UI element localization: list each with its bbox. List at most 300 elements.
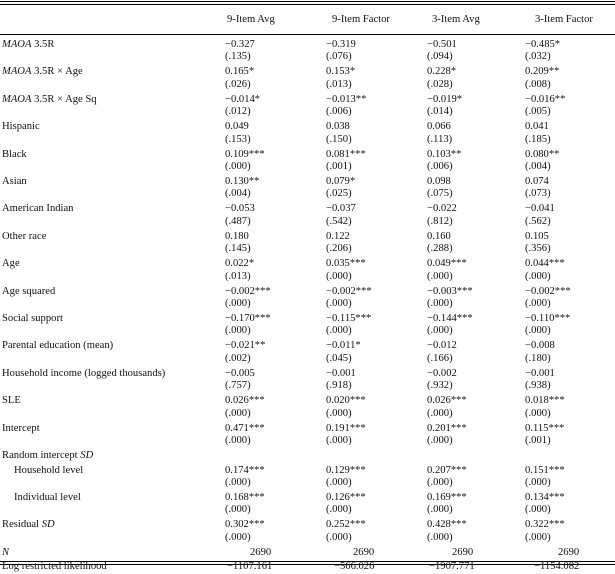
- estimate-cell: [522, 338, 615, 352]
- estimate-cell: [222, 393, 320, 407]
- std-error-cell: [320, 51, 421, 64]
- column-header-9-item-factor: 9-Item Factor: [332, 14, 390, 25]
- std-error-value: (.000): [427, 325, 453, 337]
- table-row-se: [0, 504, 615, 517]
- estimate-cell: [421, 229, 522, 243]
- std-error-cell: [522, 188, 615, 201]
- row-label: Other race: [2, 230, 47, 242]
- row-label: Intercept: [2, 422, 40, 434]
- std-error-cell: [421, 243, 522, 256]
- label-italic: SD: [80, 450, 94, 462]
- estimate-value: 0.252***: [326, 519, 366, 531]
- random-intercept-heading-row: [0, 448, 615, 462]
- std-error-value: (.026): [225, 78, 251, 90]
- std-error-value: (.166): [427, 352, 453, 364]
- row-label: [0, 92, 222, 106]
- std-error-value: (.013): [225, 270, 251, 282]
- estimate-value: −0.001: [326, 367, 356, 379]
- estimate-value: −0.110***: [525, 313, 571, 325]
- std-error-value: (.356): [525, 243, 551, 255]
- std-error-cell: [421, 298, 522, 311]
- table-row-se: [0, 532, 615, 545]
- estimate-value: 0.191***: [326, 422, 366, 434]
- estimate-cell: [320, 229, 421, 243]
- std-error-cell: [320, 408, 421, 421]
- std-error-cell: [222, 188, 320, 201]
- std-error-value: (.000): [525, 270, 551, 282]
- std-error-value: (.932): [427, 380, 453, 392]
- estimate-cell: [222, 517, 320, 531]
- column-header-3-item-factor: 3-Item Factor: [535, 14, 593, 25]
- std-error-value: (.000): [525, 531, 551, 543]
- std-error-value: (.180): [525, 352, 551, 364]
- std-error-cell: [421, 380, 522, 393]
- std-error-value: (.028): [427, 78, 453, 90]
- std-error-cell: [320, 435, 421, 448]
- se-label-spacer: [0, 353, 222, 366]
- std-error-value: (.000): [225, 504, 251, 516]
- estimate-value: 0.201***: [427, 422, 467, 434]
- std-error-value: (.000): [326, 531, 352, 543]
- std-error-value: (.000): [525, 325, 551, 337]
- estimate-cell: [320, 119, 421, 133]
- std-error-value: (.542): [326, 215, 352, 227]
- std-error-value: (.812): [427, 215, 453, 227]
- std-error-cell: [421, 216, 522, 229]
- std-error-value: (.000): [525, 504, 551, 516]
- std-error-value: (.757): [225, 380, 251, 392]
- std-error-value: (.000): [525, 298, 551, 310]
- estimate-value: 0.044***: [525, 258, 565, 270]
- estimate-cell: [522, 174, 615, 188]
- estimate-cell: [222, 490, 320, 504]
- estimate-cell: [222, 92, 320, 106]
- table-row-se: [0, 188, 615, 201]
- table-row-se: [0, 51, 615, 64]
- table-row-estimate: [0, 490, 615, 504]
- estimate-cell: [222, 119, 320, 133]
- std-error-value: (.001): [326, 161, 352, 173]
- estimate-value: −0.170***: [225, 313, 271, 325]
- std-error-cell: [522, 243, 615, 256]
- estimate-cell: [421, 174, 522, 188]
- estimate-cell: [222, 311, 320, 325]
- std-error-cell: [222, 325, 320, 338]
- table-row-se: [0, 435, 615, 448]
- table-row-estimate: [0, 311, 615, 325]
- estimate-cell: [320, 92, 421, 106]
- se-label-spacer: [0, 477, 222, 490]
- table-row-se: [0, 216, 615, 229]
- estimate-value: −0.008: [525, 340, 555, 352]
- table-row-estimate: [0, 284, 615, 298]
- estimate-cell: [522, 229, 615, 243]
- estimate-value: −0.003***: [427, 285, 473, 297]
- estimate-cell: [320, 490, 421, 504]
- std-error-cell: [421, 106, 522, 119]
- std-error-value: (.153): [225, 133, 251, 145]
- row-label: Household level: [14, 464, 84, 476]
- estimate-cell: [222, 34, 320, 51]
- estimate-cell: [320, 463, 421, 477]
- std-error-value: (.000): [326, 270, 352, 282]
- estimate-cell: [522, 366, 615, 380]
- estimate-cell: [222, 463, 320, 477]
- std-error-value: (.000): [427, 270, 453, 282]
- header-row: [0, 6, 615, 34]
- table-row-se: [0, 161, 615, 174]
- estimate-value: 0.022*: [225, 258, 255, 270]
- std-error-cell: [522, 435, 615, 448]
- row-label: American Indian: [2, 203, 74, 215]
- table-row-se: [0, 134, 615, 147]
- estimate-cell: [421, 256, 522, 270]
- estimate-cell: [522, 256, 615, 270]
- std-error-cell: [522, 325, 615, 338]
- std-error-cell: [320, 271, 421, 284]
- table-row-estimate: [0, 421, 615, 435]
- std-error-value: (.918): [326, 380, 352, 392]
- table-body: [0, 34, 615, 574]
- se-label-spacer: [0, 380, 222, 393]
- std-error-cell: [320, 188, 421, 201]
- estimate-value: 0.174***: [225, 464, 265, 476]
- table-row-se: [0, 325, 615, 338]
- estimate-value: −0.002***: [525, 285, 571, 297]
- estimate-value: 0.169***: [427, 491, 467, 503]
- std-error-cell: [320, 106, 421, 119]
- std-error-cell: [222, 79, 320, 92]
- estimate-cell: [421, 517, 522, 531]
- estimate-value: 0.103**: [427, 148, 462, 160]
- estimate-value: 0.302***: [225, 519, 265, 531]
- std-error-cell: [320, 380, 421, 393]
- std-error-cell: [320, 325, 421, 338]
- table-row-estimate: [0, 366, 615, 380]
- std-error-value: (.135): [225, 51, 251, 63]
- std-error-cell: [320, 353, 421, 366]
- std-error-value: (.000): [427, 407, 453, 419]
- se-label-spacer: [0, 408, 222, 421]
- estimate-value: 0.105: [525, 230, 549, 242]
- label-italic: MAOA: [2, 93, 32, 105]
- std-error-value: (.032): [525, 51, 551, 63]
- std-error-cell: [522, 380, 615, 393]
- estimate-cell: [522, 147, 615, 161]
- estimate-value: 0.129***: [326, 464, 366, 476]
- se-label-spacer: [0, 106, 222, 119]
- estimate-cell: [222, 256, 320, 270]
- row-label: [0, 517, 222, 531]
- label-text: 3.5R × Age: [31, 66, 83, 78]
- std-error-value: (.000): [326, 435, 352, 447]
- estimate-value: −0.012: [427, 340, 457, 352]
- std-error-cell: [222, 134, 320, 147]
- std-error-cell: [320, 161, 421, 174]
- se-label-spacer: [0, 79, 222, 92]
- n-row: [0, 545, 615, 559]
- table-row-se: [0, 271, 615, 284]
- row-label: [0, 64, 222, 78]
- label-italic: SD: [41, 519, 55, 531]
- estimate-value: 0.035***: [326, 258, 366, 270]
- estimate-cell: [320, 311, 421, 325]
- random-intercept-heading: [0, 448, 615, 462]
- estimate-cell: [222, 366, 320, 380]
- std-error-value: (.000): [326, 298, 352, 310]
- std-error-cell: [222, 435, 320, 448]
- estimate-value: 0.066: [427, 121, 451, 133]
- row-label: SLE: [2, 395, 21, 407]
- estimate-cell: [222, 147, 320, 161]
- label-text: Random intercept: [2, 450, 81, 462]
- std-error-value: (.113): [427, 133, 453, 145]
- std-error-value: (.000): [225, 476, 251, 488]
- std-error-value: (.000): [326, 325, 352, 337]
- table-row-estimate: [0, 174, 615, 188]
- estimate-value: 0.020***: [326, 395, 366, 407]
- estimate-cell: [421, 34, 522, 51]
- label-text: Residual: [2, 519, 42, 531]
- estimate-value: −0.002***: [326, 285, 372, 297]
- estimate-value: 0.322***: [525, 519, 565, 531]
- std-error-cell: [222, 504, 320, 517]
- std-error-value: (.000): [525, 407, 551, 419]
- top-rule-2: [0, 4, 615, 5]
- std-error-value: (.005): [525, 106, 551, 118]
- estimate-value: 0.049***: [427, 258, 467, 270]
- row-label: Individual level: [14, 491, 81, 503]
- estimate-value: −0.021**: [225, 340, 266, 352]
- row-label: [0, 34, 222, 51]
- label-italic: MAOA: [2, 39, 32, 50]
- table-row-estimate: [0, 64, 615, 78]
- estimate-cell: [320, 284, 421, 298]
- std-error-cell: [222, 216, 320, 229]
- std-error-value: (.185): [525, 133, 551, 145]
- log-likelihood-value: −566.026: [334, 561, 375, 573]
- std-error-value: (.000): [225, 435, 251, 447]
- estimate-value: −0.485*: [525, 39, 561, 50]
- n-value: 2690: [250, 546, 272, 558]
- std-error-value: (.000): [225, 161, 251, 173]
- std-error-value: (.006): [326, 106, 352, 118]
- std-error-cell: [522, 477, 615, 490]
- estimate-cell: [421, 64, 522, 78]
- estimate-cell: [222, 201, 320, 215]
- std-error-cell: [421, 161, 522, 174]
- estimate-cell: [320, 174, 421, 188]
- table-row-se: [0, 408, 615, 421]
- std-error-cell: [522, 271, 615, 284]
- std-error-cell: [522, 504, 615, 517]
- se-label-spacer: [0, 298, 222, 311]
- log-likelihood-value: −1107.161: [227, 561, 273, 573]
- label-text: 3.5R: [31, 39, 55, 50]
- std-error-value: (.288): [427, 243, 453, 255]
- table-row-se: [0, 380, 615, 393]
- row-label: Household income (logged thousands): [2, 367, 166, 379]
- std-error-value: (.000): [427, 435, 453, 447]
- row-label: Parental education (mean): [2, 340, 114, 352]
- estimate-cell: [320, 338, 421, 352]
- std-error-cell: [421, 271, 522, 284]
- row-label: [0, 545, 222, 559]
- table-row-se: [0, 79, 615, 92]
- std-error-cell: [421, 408, 522, 421]
- estimate-cell: [522, 64, 615, 78]
- estimate-value: 0.026***: [225, 395, 265, 407]
- table-row-estimate: [0, 393, 615, 407]
- table-row-estimate: [0, 256, 615, 270]
- std-error-cell: [421, 188, 522, 201]
- std-error-value: (.001): [525, 435, 551, 447]
- estimate-cell: [320, 366, 421, 380]
- estimate-cell: [522, 463, 615, 477]
- column-header-3-item-avg: 3-Item Avg: [432, 14, 480, 25]
- estimate-value: 0.115***: [525, 422, 565, 434]
- std-error-cell: [320, 79, 421, 92]
- std-error-cell: [222, 380, 320, 393]
- std-error-cell: [222, 532, 320, 545]
- table-row-estimate: [0, 119, 615, 133]
- std-error-cell: [222, 161, 320, 174]
- estimate-value: −0.053: [225, 203, 255, 215]
- row-label: Social support: [2, 313, 63, 325]
- estimate-value: 0.080**: [525, 148, 560, 160]
- estimate-value: −0.327: [225, 39, 255, 50]
- std-error-value: (.487): [225, 215, 251, 227]
- n-value: 2690: [353, 546, 375, 558]
- table-row-estimate: [0, 34, 615, 51]
- estimate-cell: [320, 34, 421, 51]
- estimate-value: 0.168***: [225, 491, 265, 503]
- std-error-value: (.000): [427, 298, 453, 310]
- estimate-value: −0.019*: [427, 93, 463, 105]
- estimate-cell: [320, 64, 421, 78]
- row-label: Log restricted likelihood: [2, 561, 107, 573]
- se-label-spacer: [0, 532, 222, 545]
- std-error-value: (.562): [525, 215, 551, 227]
- estimate-value: −0.001: [525, 367, 555, 379]
- std-error-cell: [222, 51, 320, 64]
- std-error-value: (.073): [525, 188, 551, 200]
- std-error-value: (.000): [225, 325, 251, 337]
- estimate-value: 0.153*: [326, 66, 356, 78]
- estimate-value: −0.013**: [326, 93, 367, 105]
- std-error-value: (.008): [525, 78, 551, 90]
- label-text: 3.5R × Age Sq: [31, 93, 97, 105]
- std-error-value: (.014): [427, 106, 453, 118]
- std-error-cell: [421, 353, 522, 366]
- estimate-value: 0.471***: [225, 422, 265, 434]
- std-error-cell: [421, 51, 522, 64]
- std-error-cell: [522, 353, 615, 366]
- estimate-value: −0.011*: [326, 340, 361, 352]
- std-error-cell: [320, 216, 421, 229]
- se-label-spacer: [0, 325, 222, 338]
- estimate-value: 0.180: [225, 230, 249, 242]
- estimate-cell: [522, 490, 615, 504]
- std-error-cell: [320, 298, 421, 311]
- table-row-estimate: [0, 338, 615, 352]
- estimate-cell: [522, 421, 615, 435]
- estimate-value: −0.002***: [225, 285, 271, 297]
- std-error-value: (.206): [326, 243, 352, 255]
- estimate-cell: [421, 119, 522, 133]
- estimate-cell: [522, 284, 615, 298]
- std-error-cell: [522, 106, 615, 119]
- estimate-value: 0.428***: [427, 519, 467, 531]
- std-error-cell: [522, 408, 615, 421]
- estimate-value: 0.098: [427, 176, 451, 188]
- estimate-value: 0.074: [525, 176, 549, 188]
- table-row-estimate: [0, 229, 615, 243]
- row-label: Hispanic: [2, 121, 40, 133]
- estimate-cell: [421, 201, 522, 215]
- std-error-cell: [522, 161, 615, 174]
- std-error-cell: [421, 504, 522, 517]
- estimate-value: 0.134***: [525, 491, 565, 503]
- estimate-value: −0.319: [326, 39, 356, 50]
- std-error-value: (.045): [326, 352, 352, 364]
- estimate-value: 0.038: [326, 121, 350, 133]
- std-error-value: (.150): [326, 133, 352, 145]
- estimate-cell: [421, 421, 522, 435]
- estimate-cell: [421, 92, 522, 106]
- estimate-value: 0.122: [326, 230, 350, 242]
- estimate-cell: [421, 366, 522, 380]
- table-row-se: [0, 477, 615, 490]
- row-label: Age squared: [2, 285, 56, 297]
- estimate-value: 0.209**: [525, 66, 560, 78]
- std-error-value: (.004): [225, 188, 251, 200]
- estimate-value: 0.160: [427, 230, 451, 242]
- estimate-cell: [522, 311, 615, 325]
- row-label: Asian: [2, 176, 27, 188]
- estimate-cell: [320, 147, 421, 161]
- row-label: Age: [2, 258, 20, 270]
- std-error-cell: [222, 477, 320, 490]
- estimate-cell: [421, 338, 522, 352]
- estimate-value: 0.151***: [525, 464, 565, 476]
- std-error-value: (.000): [225, 407, 251, 419]
- std-error-value: (.000): [427, 504, 453, 516]
- table-row-se: [0, 243, 615, 256]
- estimate-value: −0.014*: [225, 93, 261, 105]
- estimate-cell: [421, 463, 522, 477]
- estimate-cell: [222, 229, 320, 243]
- top-rule: [0, 1, 615, 2]
- std-error-value: (.004): [525, 161, 551, 173]
- estimate-cell: [320, 517, 421, 531]
- std-error-value: (.000): [525, 476, 551, 488]
- table-row-estimate: [0, 147, 615, 161]
- std-error-cell: [320, 134, 421, 147]
- label-italic: N: [2, 546, 10, 558]
- estimate-cell: [522, 92, 615, 106]
- std-error-value: (.094): [427, 51, 453, 63]
- table-row-se: [0, 353, 615, 366]
- estimate-cell: [222, 64, 320, 78]
- log-likelihood-value: −1154.082: [534, 561, 580, 573]
- std-error-value: (.000): [225, 298, 251, 310]
- log-likelihood-row: [0, 559, 615, 573]
- se-label-spacer: [0, 51, 222, 64]
- std-error-cell: [522, 532, 615, 545]
- estimate-value: 0.207***: [427, 464, 467, 476]
- std-error-value: (.000): [326, 504, 352, 516]
